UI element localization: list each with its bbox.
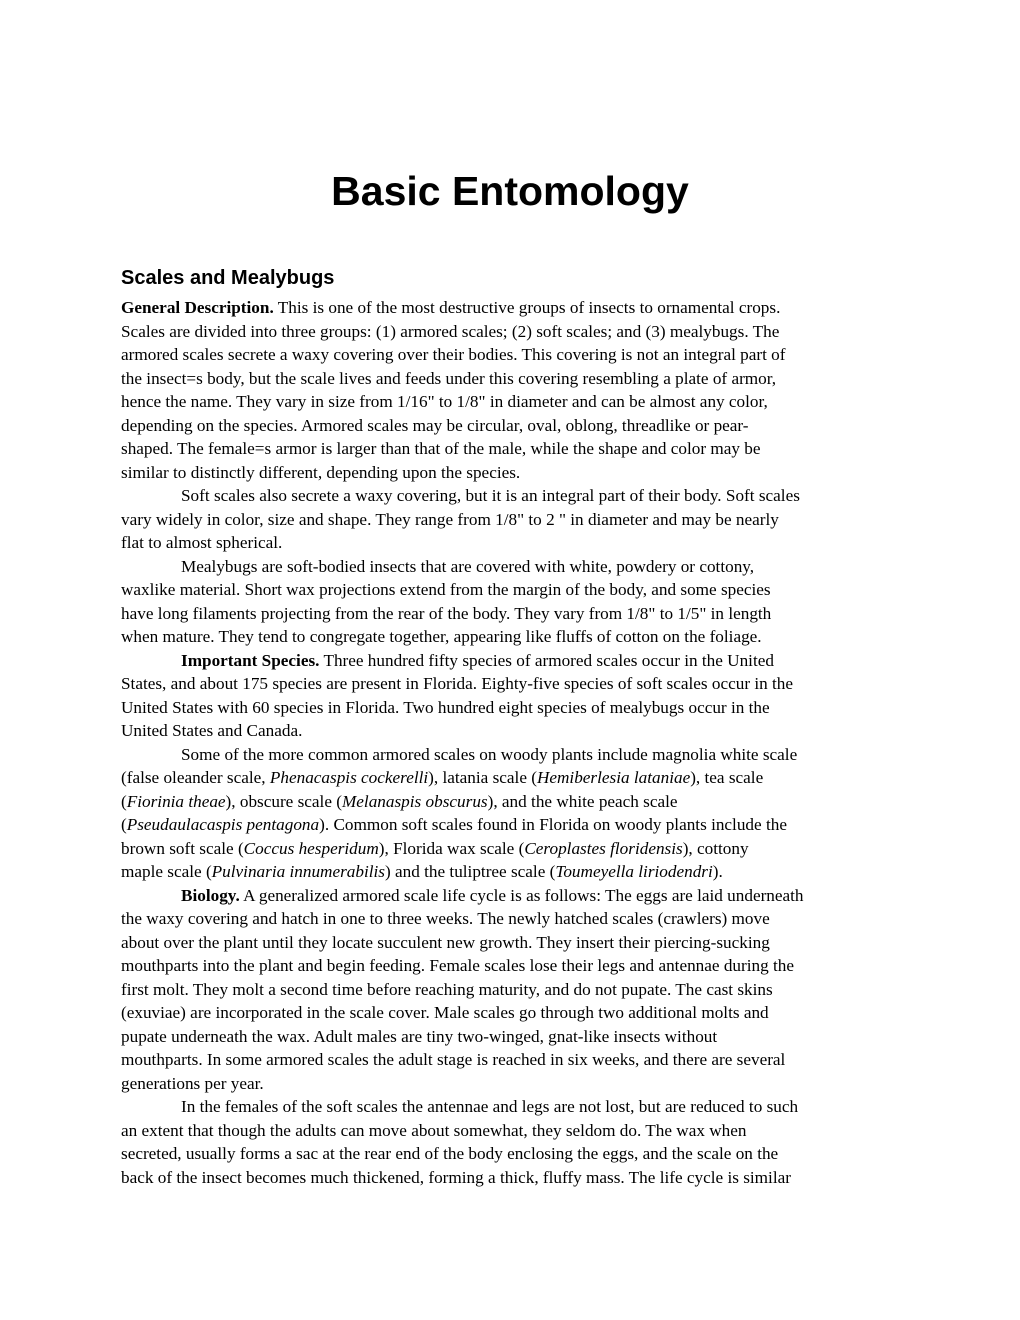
- text-line: [121, 343, 906, 367]
- text-run: United States and Canada.: [121, 721, 303, 740]
- text-line: [121, 296, 906, 320]
- text-run: A generalized armored scale life cycle is as follows: The eggs are laid underneath: [239, 885, 804, 905]
- text-run: about over the plant until they locate succulent new growth. They insert their piercing-sucking: [121, 932, 770, 952]
- text-run: have long filaments projecting from the rear of the body. They vary from 1/8" to 1/5" in length: [121, 603, 772, 623]
- text-run: ).: [712, 862, 723, 881]
- text-line: [121, 484, 906, 508]
- paragraph: [121, 649, 906, 743]
- text-run: an extent that though the adults can move about somewhat, they seldom do. The wax when: [121, 1120, 747, 1140]
- text-run: generations per year.: [121, 1073, 264, 1093]
- species-name: Toumeyella liriodendri: [555, 862, 713, 881]
- text-run: Mealybugs are soft-bodied insects that are covered with white, powdery or cottony,: [181, 556, 755, 576]
- text-line: [121, 907, 906, 931]
- species-name: Melanaspis obscurus: [341, 791, 488, 811]
- text-run: (false oleander scale,: [121, 768, 270, 787]
- text-run: Scales are divided into three groups: (1) armored scales; (2) soft scales; and (3) mealybugs. The: [121, 321, 780, 341]
- text-line: [121, 578, 906, 602]
- text-line: [121, 367, 906, 391]
- text-line: [121, 1142, 906, 1166]
- text-line: [121, 766, 906, 790]
- text-line: [121, 954, 906, 978]
- text-line: [121, 625, 906, 649]
- text-run: maple scale (: [121, 862, 212, 881]
- body-text: [121, 296, 906, 1189]
- text-line: [121, 743, 906, 767]
- text-line: [121, 719, 906, 743]
- section-heading: Scales and Mealybugs: [121, 267, 335, 289]
- text-line: [121, 508, 906, 532]
- species-name: Pulvinaria innumerabilis: [211, 862, 385, 881]
- text-run: shaped. The female=s armor is larger than that of the male, while the shape and color may be: [121, 439, 761, 458]
- text-line: [121, 1001, 906, 1025]
- text-line: [121, 1166, 906, 1190]
- text-run: Some of the more common armored scales on woody plants include magnolia white scale: [181, 744, 798, 764]
- text-run: brown soft scale (: [121, 838, 244, 858]
- text-run: ). Common soft scales found in Florida on woody plants include the: [319, 815, 787, 834]
- text-run: armored scales secrete a waxy covering over their bodies. This covering is not an integral part of: [121, 345, 786, 364]
- document-title: Basic Entomology: [331, 168, 689, 214]
- text-line: [121, 461, 906, 485]
- text-run: first molt. They molt a second time before reaching maturity, and do not pupate. The cast skins: [121, 979, 773, 999]
- text-run: hence the name. They vary in size from 1/16" to 1/8" in diameter and can be almost any color,: [121, 392, 768, 411]
- paragraph: [121, 296, 906, 484]
- text-run: (: [121, 791, 127, 811]
- text-line: [121, 437, 906, 461]
- text-run: Three hundred fifty species of armored scales occur in the United: [319, 650, 774, 670]
- text-line: [121, 414, 906, 438]
- paragraph: [121, 484, 906, 555]
- species-name: Hemiberlesia lataniae: [536, 768, 691, 787]
- text-line: [121, 390, 906, 414]
- text-line: [121, 555, 906, 579]
- text-run: ), Florida wax scale (: [378, 838, 525, 858]
- text-run: (: [121, 815, 127, 834]
- species-name: Fiorinia theae: [126, 791, 226, 811]
- text-line: [121, 860, 906, 884]
- text-line: [121, 813, 906, 837]
- species-name: Pseudaulacaspis pentagona: [126, 815, 320, 834]
- text-run: States, and about 175 species are present in Florida. Eighty-five species of soft scales occur in the: [121, 674, 794, 693]
- text-line: [121, 1072, 906, 1096]
- text-run: the insect=s body, but the scale lives and feeds under this covering resembling a plate of armor,: [121, 368, 777, 388]
- text-line: [121, 320, 906, 344]
- text-line: [121, 696, 906, 720]
- text-run: ), and the white peach scale: [487, 791, 678, 811]
- run-in-heading: Important Species.: [181, 650, 320, 670]
- text-line: [121, 602, 906, 626]
- text-run: similar to distinctly different, depending upon the species.: [121, 462, 521, 482]
- paragraph: [121, 555, 906, 649]
- text-line: [121, 672, 906, 696]
- text-run: the waxy covering and hatch in one to three weeks. The newly hatched scales (crawlers) move: [121, 909, 770, 928]
- text-run: back of the insect becomes much thickened, forming a thick, fluffy mass. The life cycle is similar: [121, 1167, 791, 1187]
- run-in-heading: Biology.: [181, 885, 240, 905]
- text-run: ), latania scale (: [428, 768, 537, 787]
- text-line: [121, 837, 906, 861]
- species-name: Ceroplastes floridensis: [524, 838, 683, 858]
- paragraph: [121, 743, 906, 884]
- species-name: Coccus hesperidum: [243, 838, 379, 858]
- text-line: [121, 978, 906, 1002]
- text-run: ), tea scale: [690, 768, 764, 787]
- paragraph: [121, 884, 906, 1096]
- text-line: [121, 790, 906, 814]
- text-line: [121, 1095, 906, 1119]
- text-run: when mature. They tend to congregate together, appearing like fluffs of cotton on the foliage.: [121, 627, 762, 646]
- text-run: vary widely in color, size and shape. They range from 1/8" to 2 " in diameter and may be nearly: [121, 509, 779, 529]
- text-run: This is one of the most destructive groups of insects to ornamental crops.: [273, 298, 781, 317]
- text-run: (exuviae) are incorporated in the scale cover. Male scales go through two additional molts and: [121, 1003, 769, 1022]
- text-run: depending on the species. Armored scales may be circular, oval, oblong, threadlike or pear-: [121, 415, 749, 435]
- text-line: [121, 884, 906, 908]
- text-line: [121, 649, 906, 673]
- text-run: secreted, usually forms a sac at the rear end of the body enclosing the eggs, and the scale on the: [121, 1144, 779, 1163]
- text-run: ), cottony: [682, 838, 749, 858]
- text-run: flat to almost spherical.: [121, 533, 283, 552]
- text-line: [121, 531, 906, 555]
- text-run: mouthparts. In some armored scales the adult stage is reached in six weeks, and there are several: [121, 1050, 786, 1069]
- species-name: Phenacaspis cockerelli: [269, 768, 429, 787]
- text-run: Soft scales also secrete a waxy covering, but it is an integral part of their body. Soft scales: [181, 486, 800, 505]
- text-run: pupate underneath the wax. Adult males are tiny two-winged, gnat-like insects without: [121, 1026, 718, 1046]
- text-line: [121, 1025, 906, 1049]
- text-run: United States with 60 species in Florida. Two hundred eight species of mealybugs occur in the: [121, 697, 770, 717]
- run-in-heading: General Description.: [121, 298, 274, 317]
- text-run: ), obscure scale (: [225, 791, 342, 811]
- text-run: mouthparts into the plant and begin feeding. Female scales lose their legs and antennae during the: [121, 956, 794, 975]
- text-line: [121, 1048, 906, 1072]
- paragraph: [121, 1095, 906, 1189]
- text-run: In the females of the soft scales the antennae and legs are not lost, but are reduced to such: [181, 1097, 799, 1116]
- text-run: waxlike material. Short wax projections extend from the margin of the body, and some species: [121, 580, 771, 599]
- text-line: [121, 1119, 906, 1143]
- text-run: ) and the tuliptree scale (: [384, 862, 556, 881]
- text-line: [121, 931, 906, 955]
